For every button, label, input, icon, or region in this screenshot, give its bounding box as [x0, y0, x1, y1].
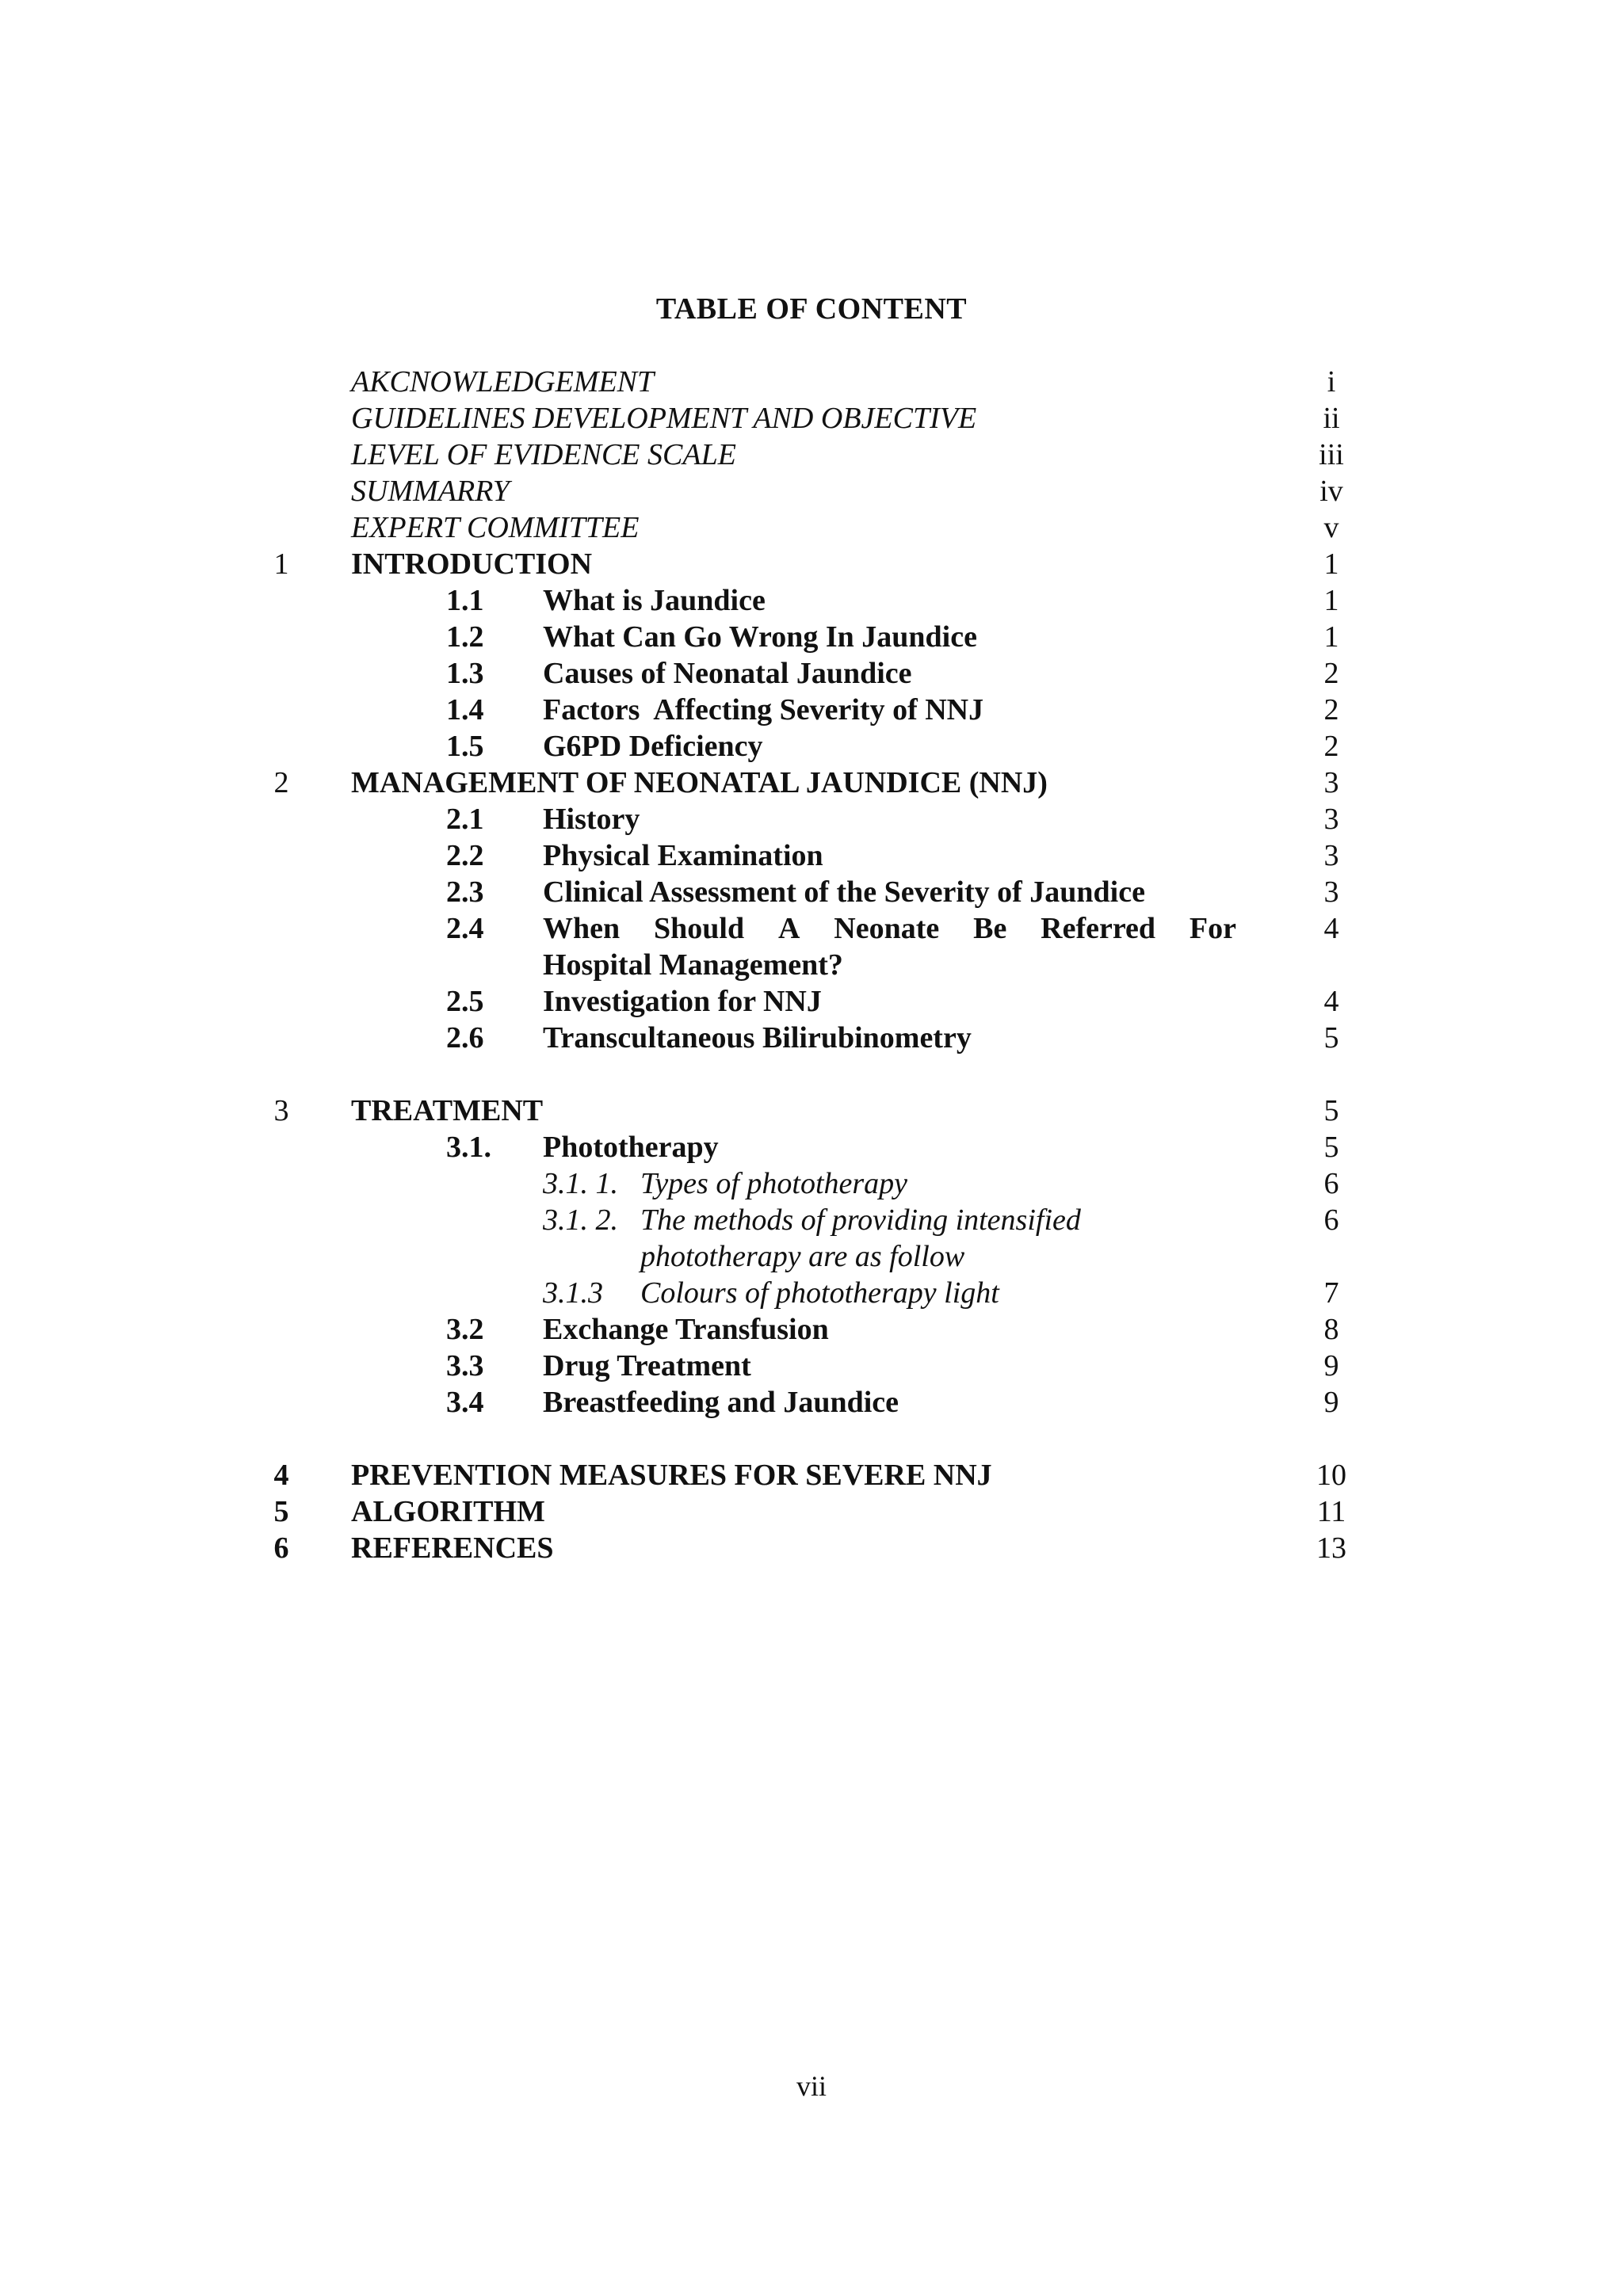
toc-entry-page: 6 — [1323, 1167, 1339, 1200]
subsection-title: Physical Examination — [543, 839, 823, 872]
toc-entry-page: 9 — [1323, 1349, 1339, 1383]
toc-entry-page: 5 — [1323, 1094, 1339, 1127]
section-number: 4 — [273, 1459, 289, 1492]
title-word: Should — [654, 912, 745, 945]
subsection-number: 2.4 — [446, 912, 484, 945]
toc-entry-title: SUMMARRY — [351, 475, 510, 508]
subsection-title: Investigation for NNJ — [543, 985, 822, 1018]
toc-subsection[interactable] — [0, 582, 1623, 619]
subsubsection-title-line2: phototherapy are as follow — [640, 1240, 965, 1273]
subsection-title: G6PD Deficiency — [543, 730, 763, 763]
toc-entry-page: 3 — [1323, 839, 1339, 872]
toc-subsection[interactable] — [0, 1311, 1623, 1348]
toc-subsection[interactable] — [0, 1384, 1623, 1421]
page-title: TABLE OF CONTENT — [655, 292, 968, 326]
toc-entry[interactable] — [0, 437, 1623, 473]
section-number: 6 — [273, 1531, 289, 1565]
toc-entry[interactable] — [0, 400, 1623, 437]
title-word: Referred — [1041, 912, 1156, 945]
toc-subsection[interactable] — [0, 1020, 1623, 1056]
toc-entry[interactable] — [0, 364, 1623, 400]
toc-entry-page: 4 — [1323, 912, 1339, 945]
toc-subsection[interactable] — [0, 619, 1623, 655]
subsection-title-line2: Hospital Management? — [543, 948, 843, 982]
section-number: 2 — [273, 766, 289, 799]
toc-entry-page: 2 — [1323, 730, 1339, 763]
toc-subsubsection-continuation — [0, 1238, 1623, 1275]
section-title: REFERENCES — [351, 1531, 554, 1565]
toc-entry[interactable] — [0, 473, 1623, 509]
toc-entry-title: GUIDELINES DEVELOPMENT AND OBJECTIVE — [351, 402, 977, 435]
subsection-number: 3.1. — [446, 1131, 491, 1164]
toc-entry-page: 10 — [1316, 1459, 1346, 1492]
toc-entry-page: 13 — [1316, 1531, 1346, 1565]
toc-section[interactable] — [0, 1457, 1623, 1493]
toc-entry-page: 3 — [1323, 875, 1339, 909]
section-number: 5 — [273, 1495, 289, 1528]
subsection-number: 2.3 — [446, 875, 484, 909]
toc-entry-title: EXPERT COMMITTEE — [351, 511, 640, 544]
subsection-title: Clinical Assessment of the Severity of Jaundice — [543, 875, 1145, 909]
toc-entry-page: 5 — [1323, 1021, 1339, 1055]
section-number: 3 — [273, 1094, 289, 1127]
title-word: When — [543, 912, 621, 945]
toc-entry-page: 1 — [1323, 547, 1339, 581]
page-number: vii — [796, 2070, 827, 2102]
toc-subsection[interactable] — [0, 1129, 1623, 1165]
subsection-title: Drug Treatment — [543, 1349, 751, 1383]
subsection-title: Causes of Neonatal Jaundice — [543, 657, 912, 690]
title-word: Neonate — [834, 912, 940, 945]
subsection-title: Breastfeeding and Jaundice — [543, 1386, 899, 1419]
subsection-number: 2.2 — [446, 839, 484, 872]
toc-subsection-continuation — [0, 947, 1623, 983]
subsection-number: 3.3 — [446, 1349, 484, 1383]
subsection-title: Factors Affecting Severity of NNJ — [543, 693, 984, 727]
toc-section[interactable] — [0, 546, 1623, 582]
subsection-number: 1.3 — [446, 657, 484, 690]
subsubsection-title: Colours of phototherapy light — [640, 1276, 999, 1310]
subsection-title: Transcultaneous Bilirubinometry — [543, 1021, 972, 1055]
toc-entry[interactable] — [0, 509, 1623, 546]
section-title: ALGORITHM — [351, 1495, 545, 1528]
title-word: For — [1189, 912, 1236, 945]
toc-entry-page: ii — [1323, 402, 1340, 435]
subsection-number: 2.6 — [446, 1021, 484, 1055]
toc-section[interactable] — [0, 1093, 1623, 1129]
toc-entry-title: LEVEL OF EVIDENCE SCALE — [351, 438, 736, 471]
toc-subsection[interactable] — [0, 910, 1623, 947]
toc-subsection[interactable] — [0, 692, 1623, 728]
subsubsection-number: 3.1. 1. — [543, 1167, 618, 1200]
toc-entry-page: 8 — [1323, 1313, 1339, 1346]
toc-entry-title: AKCNOWLEDGEMENT — [351, 365, 655, 399]
toc-entry-page: 4 — [1323, 985, 1339, 1018]
toc-entry-page: 2 — [1323, 657, 1339, 690]
subsubsection-number: 3.1.3 — [543, 1276, 603, 1310]
toc-entry-page: 9 — [1323, 1386, 1339, 1419]
toc-entry-page: i — [1327, 365, 1336, 399]
toc-section[interactable] — [0, 1530, 1623, 1566]
title-word: A — [777, 912, 800, 945]
toc-subsubsection[interactable] — [0, 1202, 1623, 1238]
subsubsection-title: The methods of providing intensified — [640, 1203, 1081, 1237]
subsubsection-title: Types of phototherapy — [640, 1167, 908, 1200]
section-title: MANAGEMENT OF NEONATAL JAUNDICE (NNJ) — [351, 766, 1048, 799]
subsection-number: 3.2 — [446, 1313, 484, 1346]
subsection-number: 3.4 — [446, 1386, 484, 1419]
title-word: Be — [973, 912, 1007, 945]
toc-entry-page: 6 — [1323, 1203, 1339, 1237]
subsection-number: 1.1 — [446, 584, 484, 617]
toc-entry-page: 3 — [1323, 803, 1339, 836]
subsection-title: Exchange Transfusion — [543, 1313, 829, 1346]
toc-entry-page: v — [1323, 511, 1339, 544]
subsection-number: 2.1 — [446, 803, 484, 836]
toc-entry-page: 7 — [1323, 1276, 1339, 1310]
toc-subsubsection[interactable] — [0, 1165, 1623, 1202]
toc-section[interactable] — [0, 765, 1623, 801]
toc-entry-page: 1 — [1323, 620, 1339, 654]
toc-entry-page: 11 — [1316, 1495, 1346, 1528]
subsection-number: 1.2 — [446, 620, 484, 654]
toc-subsection[interactable] — [0, 983, 1623, 1020]
subsection-title: History — [543, 803, 640, 836]
toc-section[interactable] — [0, 1493, 1623, 1530]
section-title: PREVENTION MEASURES FOR SEVERE NNJ — [351, 1459, 992, 1492]
toc-entry-page: 3 — [1323, 766, 1339, 799]
toc-subsection[interactable] — [0, 1348, 1623, 1384]
toc-subsubsection[interactable] — [0, 1275, 1623, 1311]
toc-subsection[interactable] — [0, 837, 1623, 874]
toc-subsection[interactable] — [0, 655, 1623, 692]
subsection-title: What is Jaundice — [543, 584, 766, 617]
toc-subsection[interactable] — [0, 874, 1623, 910]
subsection-title-line1 — [543, 910, 1236, 947]
toc-subsection[interactable] — [0, 728, 1623, 765]
subsection-number: 1.5 — [446, 730, 484, 763]
toc-entry-page: 5 — [1323, 1131, 1339, 1164]
toc-entry-page: 2 — [1323, 693, 1339, 727]
subsection-title: What Can Go Wrong In Jaundice — [543, 620, 977, 654]
toc-subsection[interactable] — [0, 801, 1623, 837]
section-title: TREATMENT — [351, 1094, 544, 1127]
subsection-title: Phototherapy — [543, 1131, 719, 1164]
section-number: 1 — [273, 547, 289, 581]
subsection-number: 2.5 — [446, 985, 484, 1018]
toc-entry-page: iii — [1319, 438, 1344, 471]
toc-entry-page: iv — [1319, 475, 1343, 508]
toc-entry-page: 1 — [1323, 584, 1339, 617]
subsection-number: 1.4 — [446, 693, 484, 727]
section-title: INTRODUCTION — [351, 547, 593, 581]
subsubsection-number: 3.1. 2. — [543, 1203, 618, 1237]
